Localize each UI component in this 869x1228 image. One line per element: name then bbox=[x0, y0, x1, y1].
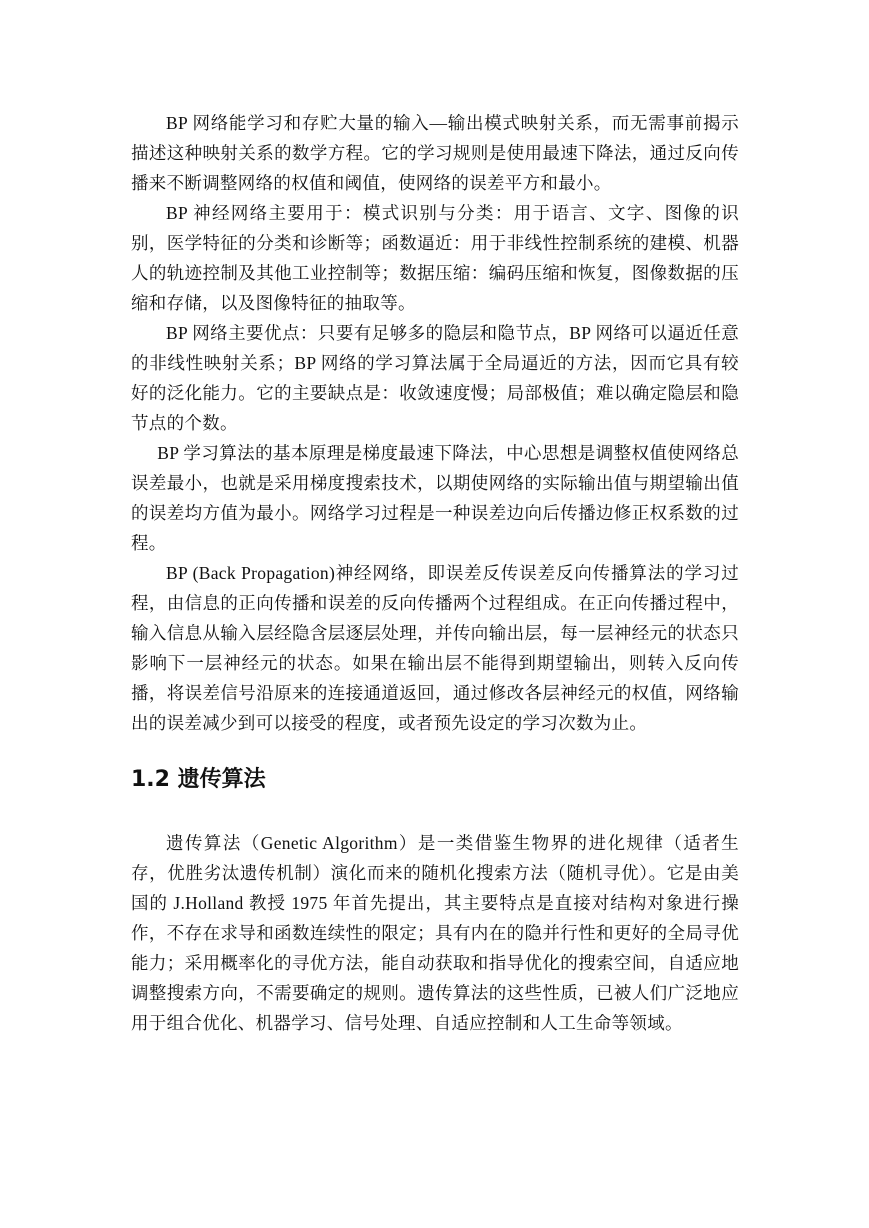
paragraph-genetic-algorithm: 遗传算法（Genetic Algorithm）是一类借鉴生物界的进化规律（适者生存，优胜劣汰遗传机制）演化而来的随机化搜索方法（随机寻优）。它是由美国的 J.Holland 教授 1975 年首先提出，其主要特点是直接对结构对象进行操作，不存在求导和函数连续性的限定；具有内在的隐并行性和更好的全局寻优能力；采用概率化的寻优方法，能自动获取和指导优化的搜索空间，自适应地调整搜索方向，不需要确定的规则。遗传算法的这些性质，已被人们广泛地应用于组合优化、机器学习、信号处理、自适应控制和人工生命等领域。 bbox=[131, 833, 739, 1033]
paragraph-bp-pros-cons: BP 网络主要优点：只要有足够多的隐层和隐节点，BP 网络可以逼近任意的非线性映射关系；BP 网络的学习算法属于全局逼近的方法，因而它具有较好的泛化能力。它的主要缺点是：收敛速度慢；局部极值；难以确定隐层和隐节点的个数。 bbox=[131, 323, 739, 433]
page-content bbox=[131, 108, 739, 1038]
paragraph-bp-mapping: BP 网络能学习和存贮大量的输入—输出模式映射关系，而无需事前揭示描述这种映射关系的数学方程。它的学习规则是使用最速下降法，通过反向传播来不断调整网络的权值和阈值，使网络的误差平方和最小。 bbox=[131, 113, 739, 193]
paragraph-bp-principle: BP 学习算法的基本原理是梯度最速下降法，中心思想是调整权值使网络总误差最小，也就是采用梯度搜索技术，以期使网络的实际输出值与期望输出值的误差均方值为最小。网络学习过程是一种误差边向后传播边修正权系数的过程。 bbox=[131, 443, 739, 553]
section-heading: 1.2 遗传算法 bbox=[131, 767, 266, 792]
paragraph-bp-applications: BP 神经网络主要用于：模式识别与分类：用于语言、文字、图像的识别，医学特征的分类和诊断等；函数逼近：用于非线性控制系统的建模、机器人的轨迹控制及其他工业控制等；数据压缩：编码压缩和恢复，图像数据的压缩和存储，以及图像特征的抽取等。 bbox=[131, 203, 739, 313]
paragraph-bp-process: BP (Back Propagation)神经网络，即误差反传误差反向传播算法的学习过程，由信息的正向传播和误差的反向传播两个过程组成。在正向传播过程中，输入信息从输入层经隐含层逐层处理，并传向输出层，每一层神经元的状态只影响下一层神经元的状态。如果在输出层不能得到期望输出，则转入反向传播，将误差信号沿原来的连接通道返回，通过修改各层神经元的权值，网络输出的误差减少到可以接受的程度，或者预先设定的学习次数为止。 bbox=[131, 563, 739, 733]
